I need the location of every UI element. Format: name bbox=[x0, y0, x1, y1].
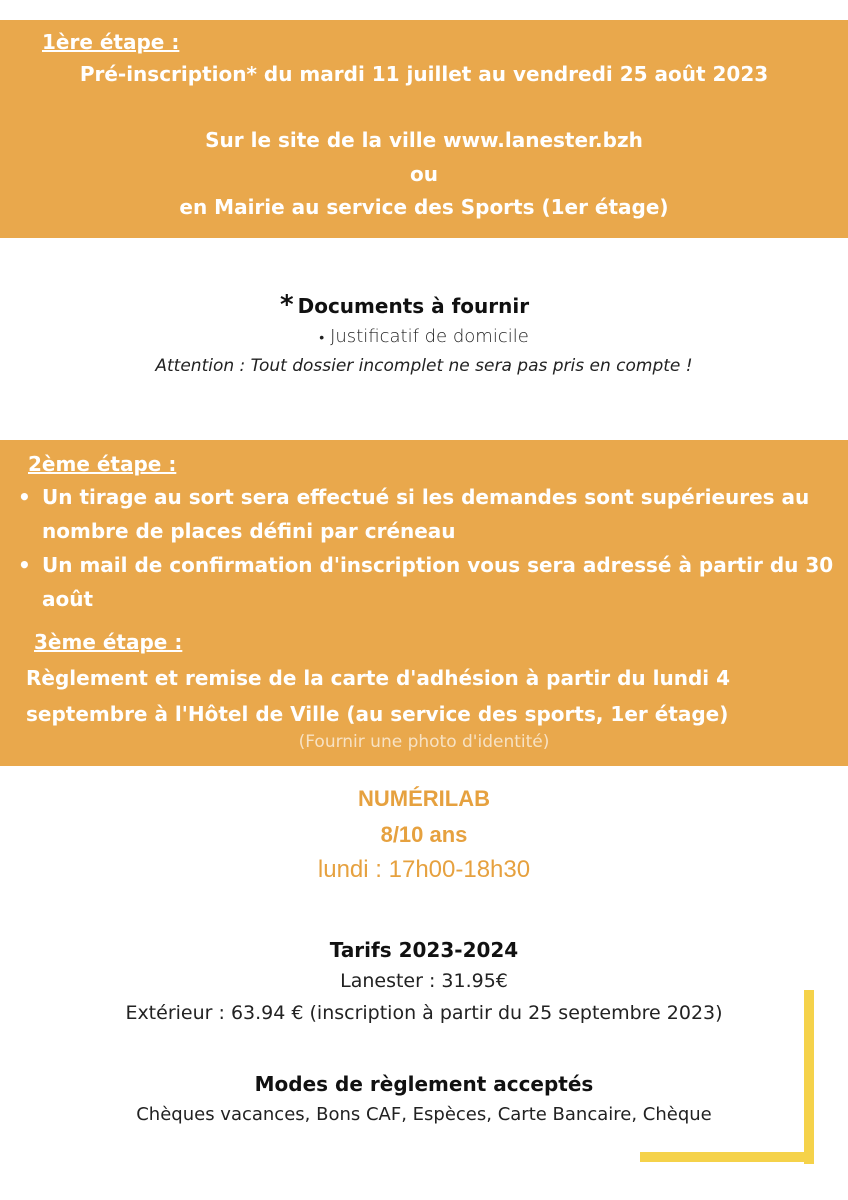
step1-mairie: en Mairie au service des Sports (1er étage) bbox=[179, 195, 669, 219]
tarifs-title: Tarifs 2023-2024 bbox=[329, 938, 519, 962]
step3-text: Règlement et remise de la carte d'adhésion à partir du lundi 4 septembre à l'Hôtel de Ville (au service des sports, 1er étage) bbox=[26, 666, 731, 726]
corner-decoration-vertical bbox=[804, 990, 814, 1164]
list-item bbox=[18, 548, 838, 616]
step1-website: Sur le site de la ville www.lanester.bzh bbox=[205, 128, 643, 152]
step1-title: 1ère étape : bbox=[42, 30, 180, 54]
payment-methods: Chèques vacances, Bons CAF, Espèces, Carte Bancaire, Chèque bbox=[136, 1104, 712, 1125]
tarif-lanester: Lanester : 31.95€ bbox=[340, 970, 508, 992]
step1-banner bbox=[0, 20, 848, 238]
activity-name: NUMÉRILAB bbox=[358, 786, 490, 811]
steps-2-3-banner bbox=[0, 440, 848, 766]
step3-title: 3ème étape : bbox=[34, 630, 183, 654]
activity-schedule: lundi : 17h00-18h30 bbox=[317, 856, 531, 883]
bullet-icon: • bbox=[18, 553, 31, 577]
step1-or: ou bbox=[410, 162, 438, 186]
bullet-icon: • bbox=[319, 330, 325, 346]
documents-title: Documents à fournir bbox=[297, 294, 530, 318]
corner-decoration-horizontal bbox=[640, 1152, 814, 1162]
list-item bbox=[18, 480, 838, 548]
step2-list bbox=[18, 480, 838, 616]
documents-heading bbox=[280, 290, 529, 320]
bullet-icon: • bbox=[18, 485, 31, 509]
payment-title: Modes de règlement acceptés bbox=[254, 1072, 594, 1096]
step2-item-text: Un mail de confirmation d'inscription vous sera adressé à partir du 30 août bbox=[42, 553, 834, 611]
documents-item bbox=[0, 326, 848, 347]
step1-preinscription-dates: Pré-inscription* du mardi 11 juillet au vendredi 25 août 2023 bbox=[79, 62, 769, 86]
asterisk: * bbox=[280, 290, 294, 320]
activity-age: 8/10 ans bbox=[380, 822, 468, 847]
step3-photo-note: (Fournir une photo d'identité) bbox=[298, 732, 550, 752]
documents-item-label: Justificatif de domicile bbox=[330, 326, 529, 347]
step2-title: 2ème étape : bbox=[28, 452, 177, 476]
step2-item-text: Un tirage au sort sera effectué si les demandes sont supérieures au nombre de places défini par créneau bbox=[42, 485, 810, 543]
documents-warning: Attention : Tout dossier incomplet ne sera pas pris en compte ! bbox=[155, 356, 693, 376]
tarif-exterieur: Extérieur : 63.94 € (inscription à partir du 25 septembre 2023) bbox=[125, 1002, 723, 1024]
